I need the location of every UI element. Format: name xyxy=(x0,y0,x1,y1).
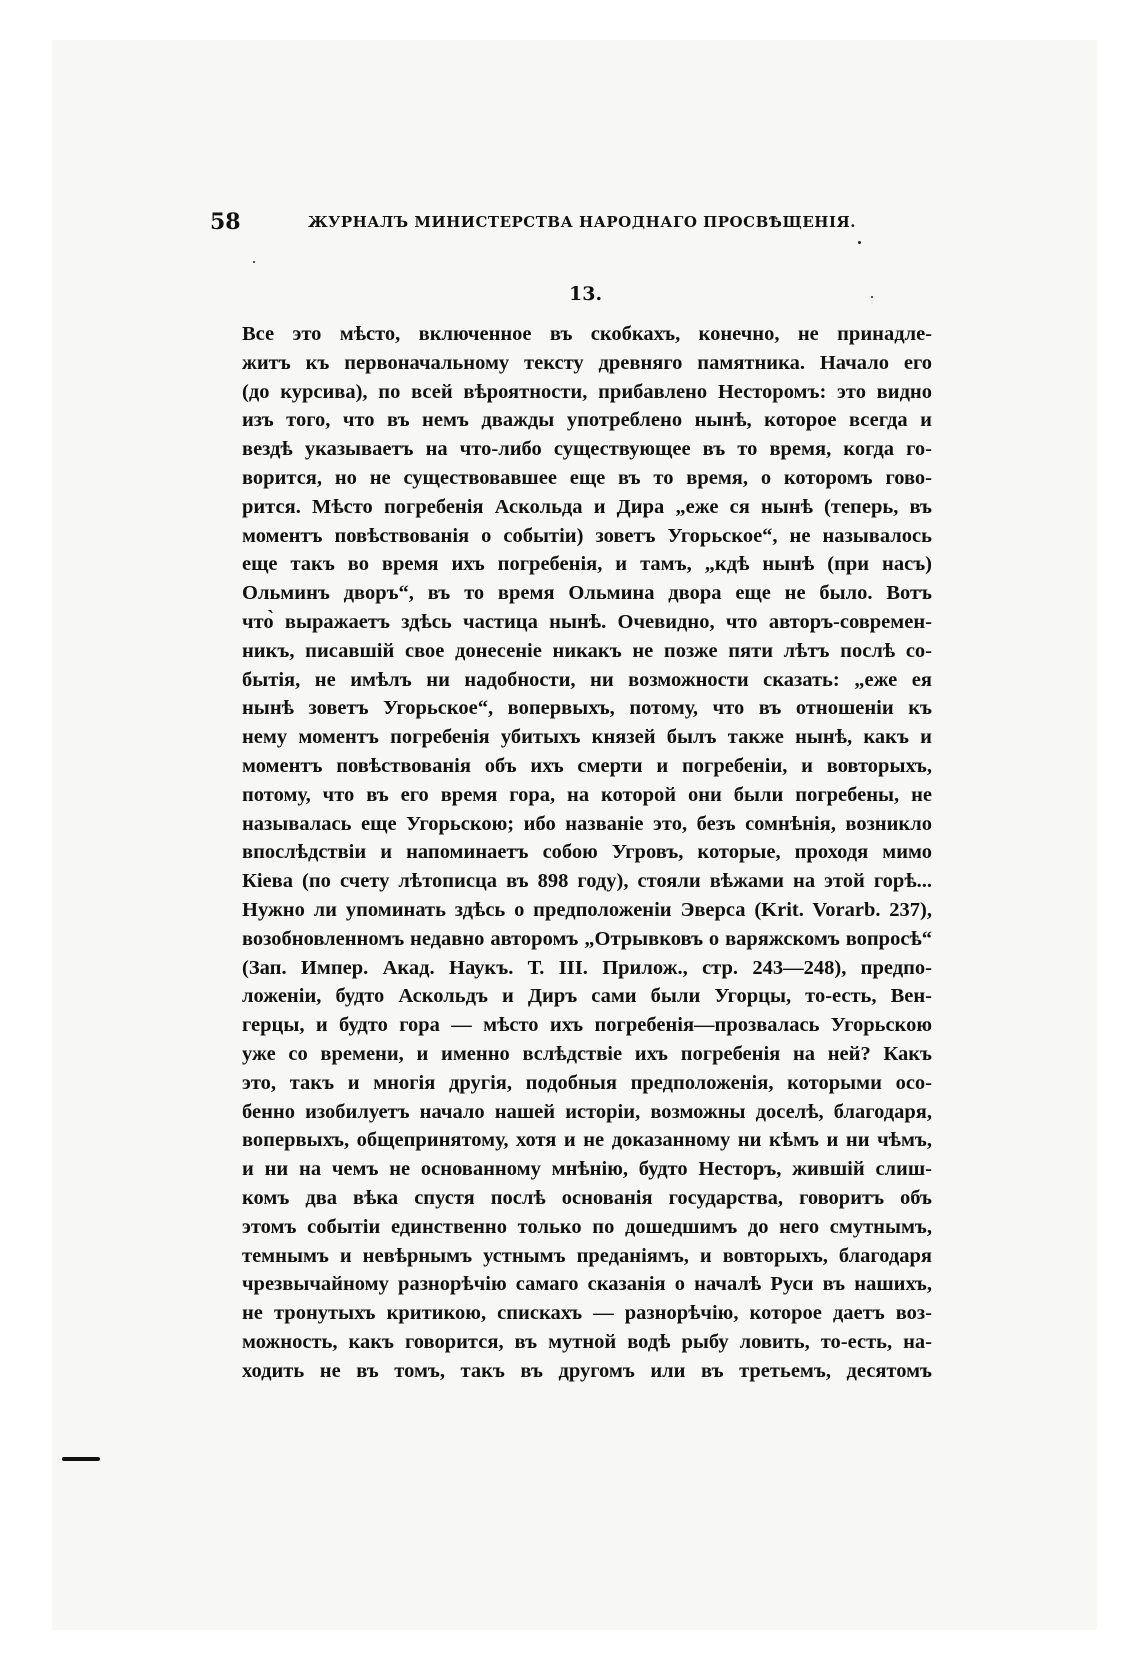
text-line: уже со времени, и именно вслѣдствіе ихъ погребенія на ней? Какъ xyxy=(242,1042,932,1065)
text-line: этомъ событіи единственно только по дошедшимъ до него смутнымъ, xyxy=(242,1215,932,1238)
text-line: нынѣ зоветъ Угорьское“, вопервыхъ, потому, что въ отношеніи къ xyxy=(242,697,932,720)
text-line: нему моментъ погребенія убитыхъ князей былъ также нынѣ, какъ и xyxy=(242,726,932,749)
text-line: не тронутыхъ критикою, спискахъ — разнорѣчію, которое даетъ воз- xyxy=(242,1302,932,1325)
scan-speck xyxy=(858,241,861,244)
text-line: никъ, писавшій свое донесеніе никакъ не позже пяти лѣтъ послѣ со- xyxy=(242,639,932,662)
text-line: изъ того, что въ немъ дважды употреблено нынѣ, которое всегда и xyxy=(242,409,932,432)
scan-edge-mark xyxy=(62,1457,100,1461)
text-line: еще такъ во время ихъ погребенія, и тамъ, „кдѣ нынѣ (при насъ) xyxy=(242,553,932,576)
text-line: вопервыхъ, общепринятому, хотя и не доказанному ни кѣмъ и ни чѣмъ, xyxy=(242,1129,932,1152)
text-line: ворится, но не существовавшее еще въ то время, о которомъ гово- xyxy=(242,466,932,489)
text-line: темнымъ и невѣрнымъ устнымъ преданіямъ, и вовторыхъ, благодаря xyxy=(242,1244,932,1267)
text-line: бенно изобилуетъ начало нашей исторіи, возможны доселѣ, благодаря, xyxy=(242,1100,932,1123)
text-line: Кіева (по счету лѣтописца въ 898 году), стояли вѣжами на этой горѣ... xyxy=(242,870,932,893)
running-title: ЖУРНАЛЪ МИНИСТЕРСТВА НАРОДНАГО ПРОСВѢЩЕНІЯ. xyxy=(308,213,856,231)
text-line: (до курсива), по всей вѣроятности, прибавлено Несторомъ: это видно xyxy=(242,380,932,403)
body-text xyxy=(242,320,932,1385)
page-header xyxy=(210,209,860,243)
text-line: возобновленномъ недавно авторомъ „Отрывковъ о варяжскомъ вопросѣ“ xyxy=(242,927,932,950)
text-line: рится. Мѣсто погребенія Аскольда и Дира „еже ся нынѣ (теперь, въ xyxy=(242,495,932,518)
scan-speck xyxy=(253,261,255,263)
text-line: потому, что въ его время гора, на которой они были погребены, не xyxy=(242,783,932,806)
text-line: вездѣ указываетъ на что-либо существующее въ то время, когда го- xyxy=(242,438,932,461)
text-line: Нужно ли упоминать здѣсь о предположеніи Эверса (Krit. Vorarb. 237), xyxy=(242,898,932,921)
text-line: что̀ выражаетъ здѣсь частица нынѣ. Очевидно, что авторъ-современ- xyxy=(242,610,932,633)
text-line: Все это мѣсто, включенное въ скобкахъ, конечно, не принадле- xyxy=(242,323,932,345)
text-line: называлась еще Угорьскою; ибо названіе это, безъ сомнѣнія, возникло xyxy=(242,812,932,835)
scan-speck xyxy=(871,296,873,298)
text-line: Ольминъ дворъ“, въ то время Ольмина двора еще не было. Вотъ xyxy=(242,582,932,605)
section-number: 13. xyxy=(569,283,603,305)
text-line: ложеніи, будто Аскольдъ и Диръ сами были Угорцы, то-есть, Вен- xyxy=(242,985,932,1008)
text-line: бытія, не имѣлъ ни надобности, ни возможности сказать: „еже ея xyxy=(242,668,932,691)
text-line: ходить не въ томъ, такъ въ другомъ или въ третьемъ, десятомъ xyxy=(242,1359,932,1382)
text-line: герцы, и будто гора — мѣсто ихъ погребенія—прозвалась Угорьскою xyxy=(242,1014,932,1037)
text-line: комъ два вѣка спустя послѣ основанія государства, говоритъ объ xyxy=(242,1186,932,1209)
text-line: чрезвычайному разнорѣчію самаго сказанія о началѣ Руси въ нашихъ, xyxy=(242,1273,932,1296)
text-line: житъ къ первоначальному тексту древняго памятника. Начало его xyxy=(242,351,932,374)
text-line: можность, какъ говорится, въ мутной водѣ рыбу ловить, то-есть, на- xyxy=(242,1330,932,1353)
text-line: и ни на чемъ не основанному мнѣнію, будто Несторъ, жившій слиш- xyxy=(242,1158,932,1181)
page-number: 58 xyxy=(210,209,241,235)
text-line: (Зап. Импер. Акад. Наукъ. Т. III. Прилож., стр. 243—248), предпо- xyxy=(242,956,932,979)
text-line: впослѣдствіи и напоминаетъ собою Угровъ, которые, проходя мимо xyxy=(242,841,932,864)
text-line: моментъ повѣствованія о событіи) зоветъ Угорьское“, не называлось xyxy=(242,524,932,547)
text-line: это, такъ и многія другія, подобныя предположенія, которыми осо- xyxy=(242,1071,932,1094)
text-line: моментъ повѣствованія объ ихъ смерти и погребеніи, и вовторыхъ, xyxy=(242,754,932,777)
